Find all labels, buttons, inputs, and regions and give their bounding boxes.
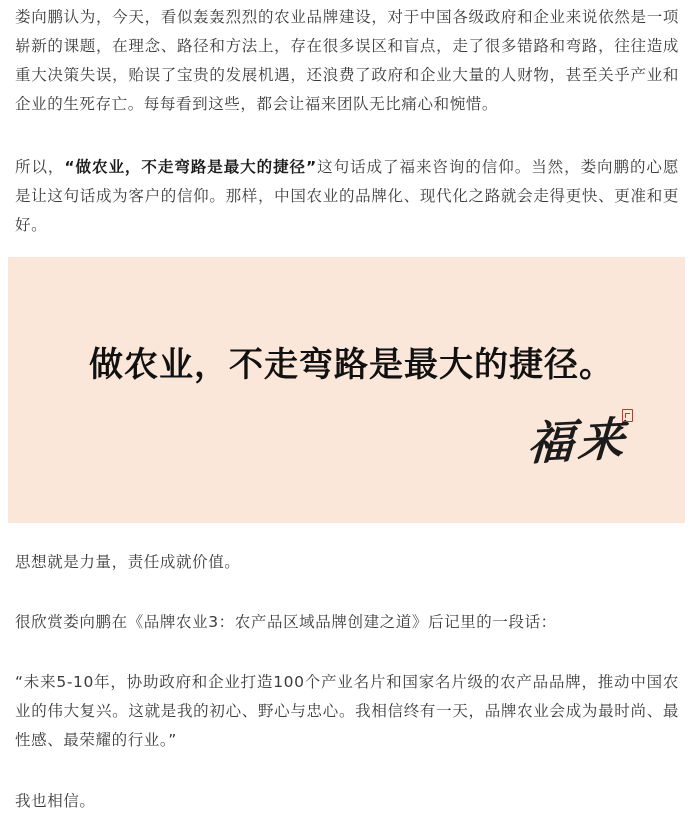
intro-paragraph: 娄向鹏认为，今天，看似轰轰烈烈的农业品牌建设，对于中国各级政府和企业来说依然是一项崭新的课题，在理念、路径和方法上，存在很多误区和盲点，走了很多错路和弯路，往往造成重大决策失误，贻误了宝贵的发展机遇，还浪费了政府和企业大量的人财物，甚至关乎产业和企业的生死存亡。每每看到这些，都会让福来团队无比痛心和惋惜。	[15, 8, 679, 113]
motto-paragraph: 思想就是力量，责任成就价值。	[15, 553, 241, 571]
belief-prefix: 所以，	[15, 158, 65, 176]
closing-paragraph: 我也相信。	[15, 792, 96, 810]
belief-suffix: 这句话成了福来咨询的信仰。当然，娄向鹏的心愿是让这句话成为客户的信仰。那样，中国农业的品牌化、现代化之路就会走得更快、更准和更好。	[15, 158, 679, 234]
signature-calligraphy: 福来	[526, 411, 630, 471]
belief-highlight: “做农业，不走弯路是最大的捷径”	[64, 158, 317, 176]
belief-paragraph	[15, 153, 679, 240]
quotation-paragraph: “未来5-10年，协助政府和企业打造100个产业名片和国家名片级的农产品品牌，推动中国农业的伟大复兴。这就是我的初心、野心与忠心。我相信终有一天，品牌农业会成为最时尚、最性感、最荣耀的行业。”	[15, 673, 679, 749]
book-reference-paragraph: 很欣赏娄向鹏在《品牌农业3：农产品区域品牌创建之道》后记里的一段话：	[15, 613, 557, 631]
red-seal-icon	[622, 409, 633, 422]
banner-quote: 做农业，不走弯路是最大的捷径。	[89, 345, 614, 385]
quote-banner	[8, 257, 685, 523]
